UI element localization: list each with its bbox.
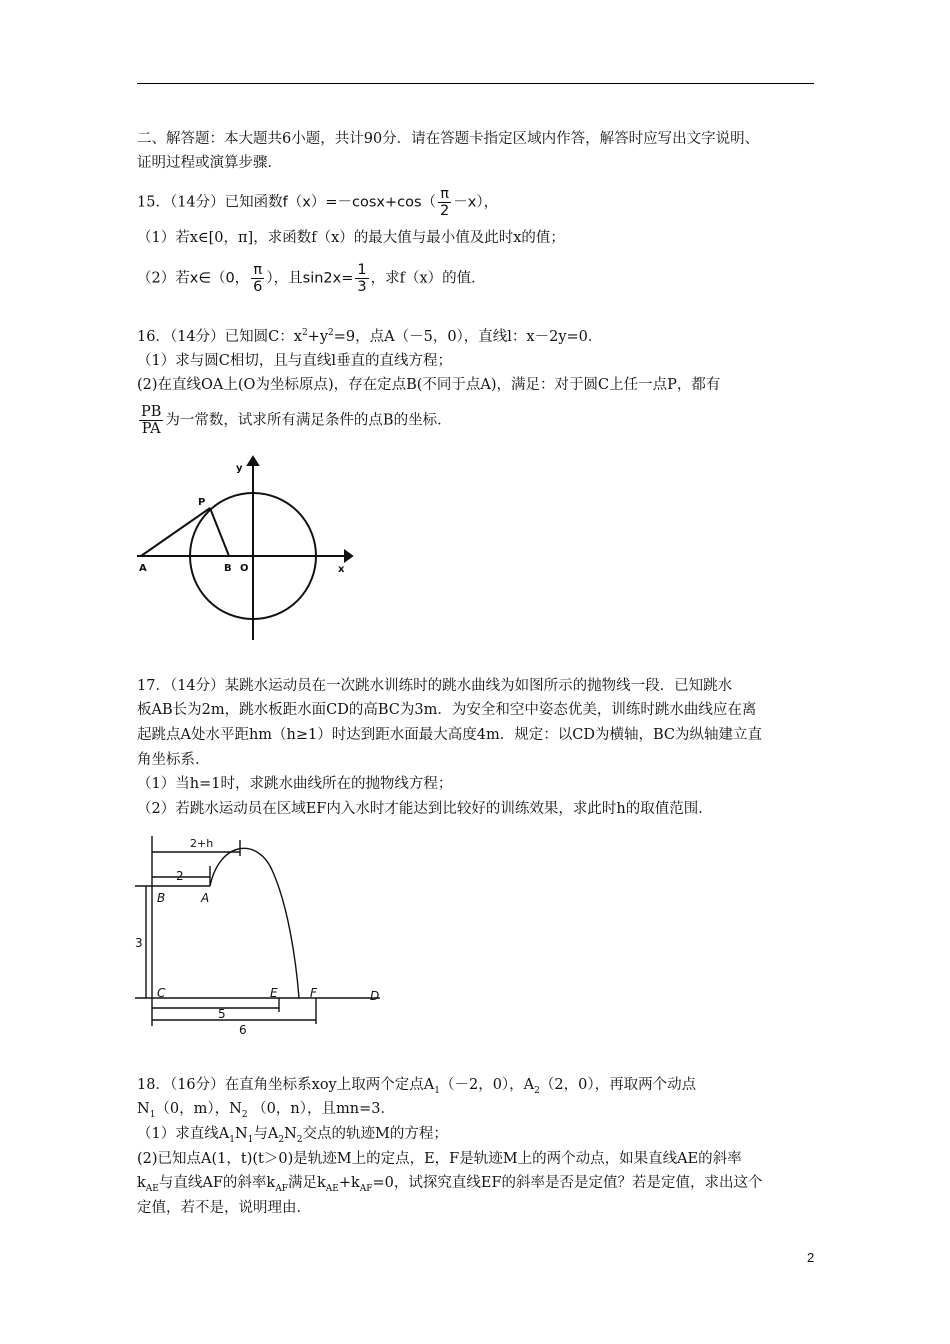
frac-num: PB	[141, 404, 162, 420]
q15-stem	[137, 186, 498, 219]
label-b: B	[224, 563, 232, 574]
label-f: F	[310, 986, 317, 1000]
circle-c	[190, 493, 316, 619]
sub-af: AF	[275, 1183, 288, 1194]
sub-ae: AE	[325, 1183, 339, 1194]
label-y: y	[236, 463, 243, 474]
q18-l2-c: （0，n），且mn=3．	[247, 1101, 395, 1117]
label-2plush: 2+h	[190, 837, 214, 850]
segment-pa	[141, 508, 210, 556]
q15-function: f（x）=－cosx+cos（	[282, 194, 437, 211]
q18-l1-c: （2，0），再取两个动点	[539, 1077, 697, 1093]
q18-p1-e: 交点的轨迹M的方程；	[302, 1126, 448, 1142]
header-rule	[137, 83, 814, 84]
q16-p2-tail: 为一常数，试求所有满足条件的点B的坐标．	[165, 412, 452, 429]
q16-stem-b: +y	[307, 329, 329, 345]
label-p: P	[198, 497, 206, 508]
q18-l1-b: （－2，0），A	[439, 1077, 535, 1093]
label-d: D	[370, 989, 380, 1003]
q16-stem-c: =9，点A（－5，0），直线l：x－2y=0．	[333, 329, 603, 345]
q18-p1-b: N	[234, 1126, 248, 1142]
label-a: A	[201, 891, 210, 905]
sub-1: 1	[247, 1134, 254, 1145]
label-3: 3	[135, 936, 143, 950]
sub-1: 1	[149, 1109, 156, 1120]
q15-p2-x: x∈（0，	[189, 270, 250, 287]
segment-pb	[210, 508, 229, 556]
q18-p1-d: N	[284, 1126, 297, 1142]
q18-p2-d: +k	[338, 1175, 360, 1191]
q15-frac-1-3	[355, 262, 368, 295]
frac-num: π	[438, 186, 451, 203]
frac-den: PA	[141, 421, 161, 437]
sub-2: 2	[534, 1085, 540, 1096]
q15-p2-post: ，求f（x）的值．	[370, 270, 486, 287]
q16-frac-pb-pa	[139, 404, 163, 437]
frac-den: 3	[357, 279, 367, 295]
label-a: A	[139, 563, 147, 574]
q18-p1-c: 与A	[253, 1126, 279, 1142]
label-2: 2	[176, 869, 184, 883]
frac-num: 1	[357, 262, 367, 278]
q17-line4: 角坐标系．	[137, 752, 210, 768]
q15-part1: （1）若x∈[0，π]，求函数f（x）的最大值与最小值及此时x的值；	[137, 230, 565, 246]
q18-part2-line1: (2)已知点A(1，t)(t＞0)是轨迹M上的定点，E，F是轨迹M上的两个动点，如果直线AE的斜率	[137, 1151, 742, 1167]
label-6: 6	[239, 1023, 247, 1037]
q15-part2	[137, 262, 486, 295]
q18-part2-line3: 定值，若不是，说明理由．	[137, 1200, 311, 1216]
label-x: x	[338, 564, 345, 575]
label-c: C	[157, 986, 166, 1000]
label-o: O	[240, 563, 249, 574]
q15-frac-pi-6	[251, 262, 264, 295]
sub-2: 2	[241, 1109, 248, 1120]
q18-line2	[137, 1099, 395, 1119]
q18-part1	[137, 1124, 448, 1144]
q17-part2: （2）若跳水运动员在区域EF内入水时才能达到比较好的训练效果，求此时h的取值范围．	[137, 801, 713, 817]
label-b: B	[157, 891, 166, 905]
q17-line3: 起跳点A处水平距hm（h≥1）时达到距水面最大高度4m．规定：以CD为横轴，BC为纵轴建立直	[137, 727, 762, 743]
q16-stem	[137, 327, 602, 347]
sub-ae: AE	[145, 1183, 159, 1194]
x-axis-arrow	[345, 551, 352, 561]
q15-stem-text: 15．（14分）已知函数	[137, 194, 283, 211]
q18-l2-a: N	[137, 1101, 150, 1117]
q18-line1	[137, 1075, 696, 1095]
section-heading-line2: 证明过程或演算步骤．	[137, 155, 282, 171]
q18-part2-line2	[137, 1173, 763, 1193]
y-axis-arrow	[248, 457, 258, 465]
frac-den: 2	[440, 203, 450, 219]
q16-part1: （1）求与圆C相切，且与直线l垂直的直线方程；	[137, 353, 452, 369]
sub-2: 2	[278, 1134, 285, 1145]
section-heading-line1: 二、解答题：本大题共6小题，共计90分．请在答题卡指定区域内作答，解答时应写出文字说明、	[137, 131, 760, 147]
q18-p2-c: 满足k	[287, 1175, 326, 1191]
frac-num: π	[251, 262, 264, 279]
q18-p2-b: 与直线AF的斜率k	[158, 1175, 276, 1191]
sup-2: 2	[301, 328, 308, 339]
page-number: 2	[807, 1250, 815, 1265]
label-e: E	[270, 986, 278, 1000]
q18-p1-a: （1）求直线A	[137, 1126, 230, 1142]
dive-parabola	[210, 848, 299, 998]
q15-frac-pi-2	[438, 186, 451, 219]
frac-den: 6	[253, 279, 263, 295]
q18-p2-e: =0，试探究直线EF的斜率是否是定值？若是定值，求出这个	[372, 1175, 763, 1191]
q15-stem-post: －x），	[453, 194, 499, 211]
q15-p2-pre: （2）若	[137, 270, 190, 287]
q18-p2-a: k	[137, 1175, 146, 1191]
sub-2: 2	[296, 1134, 303, 1145]
sub-af: AF	[359, 1183, 373, 1194]
sub-1: 1	[229, 1134, 235, 1145]
q16-stem-a: 16．（14分）已知圆C：x	[137, 329, 302, 345]
q18-l2-b: （0，m），N	[155, 1101, 242, 1117]
q16-part2-cont	[137, 404, 452, 437]
label-5: 5	[218, 1007, 226, 1021]
q16-part2: (2)在直线OA上(O为坐标原点)，存在定点B(不同于点A)，满足：对于圆C上任一点P，都有	[137, 377, 721, 393]
sub-1: 1	[434, 1085, 440, 1096]
sup-2: 2	[328, 328, 334, 339]
q17-line2: 板AB长为2m，跳水板距水面CD的高BC为3m．为安全和空中姿态优美，训练时跳水曲线应在离	[137, 702, 757, 718]
q17-line1: 17．（14分）某跳水运动员在一次跳水训练时的跳水曲线为如图所示的抛物线一段．已知跳水	[137, 678, 733, 694]
q15-p2-sin: sin2x=	[302, 270, 354, 287]
q17-part1: （1）当h=1时，求跳水曲线所在的抛物线方程；	[137, 776, 453, 792]
q18-l1-a: 18．（16分）在直角坐标系xoy上取两个定点A	[137, 1077, 435, 1093]
q15-p2-mid: ），且	[266, 270, 303, 287]
